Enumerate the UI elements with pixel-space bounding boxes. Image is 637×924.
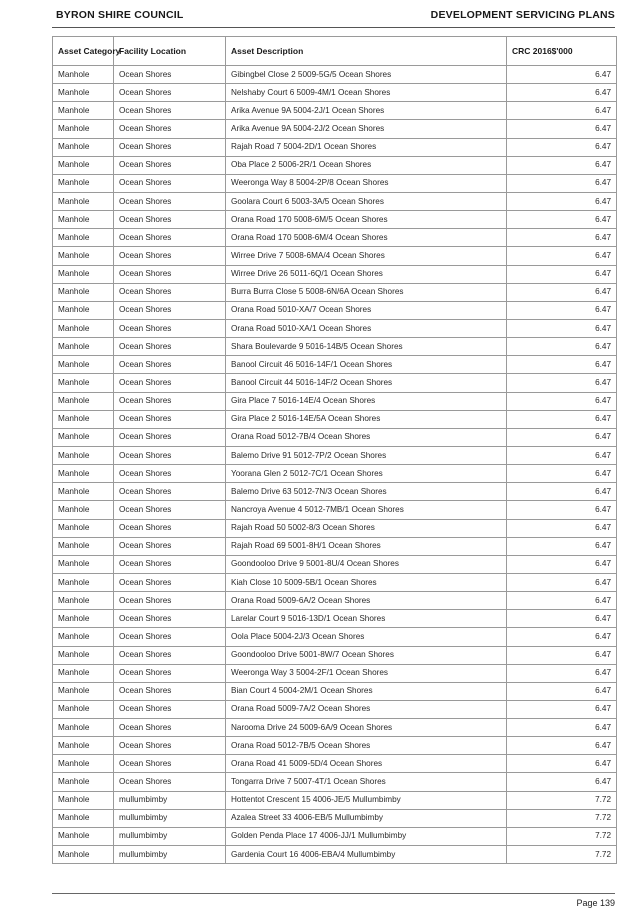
cell-crc: 6.47 xyxy=(507,737,617,755)
table-row xyxy=(53,283,617,301)
cell-facility-location: Ocean Shores xyxy=(114,428,226,446)
cell-crc: 6.47 xyxy=(507,537,617,555)
cell-asset-description: Shara Boulevarde 9 5016-14B/5 Ocean Shores xyxy=(226,338,507,356)
cell-facility-location: Ocean Shores xyxy=(114,247,226,265)
cell-asset-description: Arika Avenue 9A 5004-2J/2 Ocean Shores xyxy=(226,120,507,138)
cell-asset-description: Weeronga Way 3 5004-2F/1 Ocean Shores xyxy=(226,664,507,682)
table-row xyxy=(53,319,617,337)
cell-asset-description: Burra Burra Close 5 5008-6N/6A Ocean Shores xyxy=(226,283,507,301)
cell-crc: 6.47 xyxy=(507,519,617,537)
cell-asset-category: Manhole xyxy=(53,211,114,229)
cell-asset-category: Manhole xyxy=(53,737,114,755)
cell-asset-category: Manhole xyxy=(53,555,114,573)
cell-crc: 6.47 xyxy=(507,356,617,374)
cell-crc: 6.47 xyxy=(507,465,617,483)
cell-facility-location: mullumbimby xyxy=(114,809,226,827)
cell-facility-location: Ocean Shores xyxy=(114,519,226,537)
cell-asset-description: Larelar Court 9 5016-13D/1 Ocean Shores xyxy=(226,610,507,628)
cell-crc: 6.47 xyxy=(507,156,617,174)
table-row xyxy=(53,138,617,156)
cell-asset-description: Hottentot Crescent 15 4006-JE/5 Mullumbimby xyxy=(226,791,507,809)
col-header-asset-description: Asset Description xyxy=(226,37,507,66)
cell-crc: 6.47 xyxy=(507,374,617,392)
cell-facility-location: Ocean Shores xyxy=(114,592,226,610)
cell-facility-location: Ocean Shores xyxy=(114,211,226,229)
cell-asset-category: Manhole xyxy=(53,646,114,664)
cell-asset-category: Manhole xyxy=(53,138,114,156)
cell-facility-location: Ocean Shores xyxy=(114,265,226,283)
table-row xyxy=(53,846,617,864)
cell-facility-location: Ocean Shores xyxy=(114,610,226,628)
cell-crc: 7.72 xyxy=(507,846,617,864)
table-row xyxy=(53,755,617,773)
cell-asset-category: Manhole xyxy=(53,265,114,283)
cell-asset-description: Arika Avenue 9A 5004-2J/1 Ocean Shores xyxy=(226,102,507,120)
table-row xyxy=(53,229,617,247)
cell-asset-description: Orana Road 5012-7B/5 Ocean Shores xyxy=(226,737,507,755)
cell-asset-category: Manhole xyxy=(53,628,114,646)
cell-asset-category: Manhole xyxy=(53,465,114,483)
cell-facility-location: Ocean Shores xyxy=(114,465,226,483)
table-body xyxy=(53,66,617,864)
cell-crc: 6.47 xyxy=(507,319,617,337)
cell-crc: 6.47 xyxy=(507,555,617,573)
asset-table xyxy=(52,36,617,864)
table-row xyxy=(53,428,617,446)
cell-crc: 6.47 xyxy=(507,84,617,102)
cell-facility-location: mullumbimby xyxy=(114,827,226,845)
table-row xyxy=(53,628,617,646)
cell-asset-category: Manhole xyxy=(53,610,114,628)
cell-asset-description: Balemo Drive 63 5012-7N/3 Ocean Shores xyxy=(226,483,507,501)
cell-crc: 6.47 xyxy=(507,229,617,247)
cell-asset-category: Manhole xyxy=(53,700,114,718)
cell-asset-description: Goolara Court 6 5003-3A/5 Ocean Shores xyxy=(226,192,507,210)
cell-facility-location: Ocean Shores xyxy=(114,102,226,120)
table-row xyxy=(53,664,617,682)
table-row xyxy=(53,265,617,283)
cell-asset-category: Manhole xyxy=(53,755,114,773)
cell-crc: 6.47 xyxy=(507,283,617,301)
cell-crc: 6.47 xyxy=(507,773,617,791)
page-number: Page 139 xyxy=(576,898,615,908)
cell-crc: 6.47 xyxy=(507,265,617,283)
table-row xyxy=(53,392,617,410)
cell-asset-category: Manhole xyxy=(53,573,114,591)
cell-crc: 6.47 xyxy=(507,428,617,446)
cell-asset-description: Yoorana Glen 2 5012-7C/1 Ocean Shores xyxy=(226,465,507,483)
table-row xyxy=(53,719,617,737)
cell-crc: 6.47 xyxy=(507,719,617,737)
table-row xyxy=(53,537,617,555)
cell-asset-category: Manhole xyxy=(53,664,114,682)
cell-crc: 6.47 xyxy=(507,392,617,410)
cell-asset-description: Orana Road 5012-7B/4 Ocean Shores xyxy=(226,428,507,446)
cell-facility-location: Ocean Shores xyxy=(114,773,226,791)
col-header-facility-location: Facility Location xyxy=(114,37,226,66)
cell-crc: 6.47 xyxy=(507,483,617,501)
cell-asset-description: Kiah Close 10 5009-5B/1 Ocean Shores xyxy=(226,573,507,591)
cell-crc: 6.47 xyxy=(507,501,617,519)
cell-asset-category: Manhole xyxy=(53,773,114,791)
cell-facility-location: Ocean Shores xyxy=(114,410,226,428)
cell-asset-category: Manhole xyxy=(53,319,114,337)
cell-asset-description: Orana Road 170 5008-6M/4 Ocean Shores xyxy=(226,229,507,247)
cell-crc: 6.47 xyxy=(507,138,617,156)
cell-asset-description: Balemo Drive 91 5012-7P/2 Ocean Shores xyxy=(226,446,507,464)
table-row xyxy=(53,773,617,791)
cell-asset-category: Manhole xyxy=(53,301,114,319)
cell-asset-description: Gardenia Court 16 4006-EBA/4 Mullumbimby xyxy=(226,846,507,864)
cell-facility-location: Ocean Shores xyxy=(114,192,226,210)
cell-asset-category: Manhole xyxy=(53,156,114,174)
footer-divider xyxy=(52,893,615,894)
cell-asset-description: Azalea Street 33 4006-EB/5 Mullumbimby xyxy=(226,809,507,827)
cell-asset-category: Manhole xyxy=(53,247,114,265)
cell-crc: 6.47 xyxy=(507,664,617,682)
cell-crc: 6.47 xyxy=(507,211,617,229)
cell-facility-location: Ocean Shores xyxy=(114,374,226,392)
cell-asset-category: Manhole xyxy=(53,446,114,464)
cell-asset-description: Gibingbel Close 2 5009-5G/5 Ocean Shores xyxy=(226,66,507,84)
cell-facility-location: Ocean Shores xyxy=(114,719,226,737)
cell-asset-category: Manhole xyxy=(53,338,114,356)
cell-crc: 6.47 xyxy=(507,682,617,700)
cell-asset-category: Manhole xyxy=(53,483,114,501)
table-row xyxy=(53,682,617,700)
table-row xyxy=(53,211,617,229)
cell-crc: 6.47 xyxy=(507,102,617,120)
cell-asset-description: Orana Road 5009-7A/2 Ocean Shores xyxy=(226,700,507,718)
cell-asset-description: Orana Road 5009-6A/2 Ocean Shores xyxy=(226,592,507,610)
document-title: DEVELOPMENT SERVICING PLANS xyxy=(430,9,615,21)
cell-asset-description: Banool Circuit 44 5016-14F/2 Ocean Shores xyxy=(226,374,507,392)
table-row xyxy=(53,737,617,755)
cell-asset-description: Orana Road 170 5008-6M/5 Ocean Shores xyxy=(226,211,507,229)
cell-crc: 7.72 xyxy=(507,791,617,809)
cell-asset-description: Orana Road 5010-XA/1 Ocean Shores xyxy=(226,319,507,337)
cell-asset-description: Gira Place 7 5016-14E/4 Ocean Shores xyxy=(226,392,507,410)
table-row xyxy=(53,84,617,102)
table-row xyxy=(53,700,617,718)
cell-crc: 6.47 xyxy=(507,446,617,464)
cell-facility-location: Ocean Shores xyxy=(114,283,226,301)
table-row xyxy=(53,519,617,537)
cell-crc: 6.47 xyxy=(507,700,617,718)
cell-asset-description: Gira Place 2 5016-14E/5A Ocean Shores xyxy=(226,410,507,428)
cell-asset-category: Manhole xyxy=(53,192,114,210)
cell-asset-category: Manhole xyxy=(53,174,114,192)
cell-facility-location: Ocean Shores xyxy=(114,120,226,138)
cell-asset-description: Bian Court 4 5004-2M/1 Ocean Shores xyxy=(226,682,507,700)
table-row xyxy=(53,120,617,138)
cell-crc: 6.47 xyxy=(507,592,617,610)
cell-crc: 6.47 xyxy=(507,301,617,319)
cell-asset-category: Manhole xyxy=(53,84,114,102)
cell-asset-description: Rajah Road 7 5004-2D/1 Ocean Shores xyxy=(226,138,507,156)
table-row xyxy=(53,301,617,319)
cell-asset-category: Manhole xyxy=(53,120,114,138)
cell-facility-location: Ocean Shores xyxy=(114,664,226,682)
cell-asset-category: Manhole xyxy=(53,356,114,374)
col-header-asset-category: Asset Category xyxy=(53,37,114,66)
cell-facility-location: Ocean Shores xyxy=(114,646,226,664)
table-row xyxy=(53,791,617,809)
cell-asset-description: Wirree Drive 26 5011-6Q/1 Ocean Shores xyxy=(226,265,507,283)
table-row xyxy=(53,374,617,392)
cell-crc: 6.47 xyxy=(507,755,617,773)
cell-facility-location: Ocean Shores xyxy=(114,483,226,501)
cell-facility-location: Ocean Shores xyxy=(114,573,226,591)
table-row xyxy=(53,501,617,519)
cell-facility-location: Ocean Shores xyxy=(114,319,226,337)
cell-asset-description: Golden Penda Place 17 4006-JJ/1 Mullumbimby xyxy=(226,827,507,845)
cell-facility-location: Ocean Shores xyxy=(114,84,226,102)
cell-facility-location: Ocean Shores xyxy=(114,446,226,464)
table-row xyxy=(53,156,617,174)
cell-asset-category: Manhole xyxy=(53,410,114,428)
cell-crc: 6.47 xyxy=(507,646,617,664)
col-header-crc: CRC 2016$'000 xyxy=(507,37,617,66)
cell-asset-description: Orana Road 5010-XA/7 Ocean Shores xyxy=(226,301,507,319)
cell-crc: 7.72 xyxy=(507,827,617,845)
table-row xyxy=(53,555,617,573)
table-row xyxy=(53,410,617,428)
table-row xyxy=(53,465,617,483)
cell-asset-description: Oba Place 2 5006-2R/1 Ocean Shores xyxy=(226,156,507,174)
table-row xyxy=(53,66,617,84)
cell-facility-location: Ocean Shores xyxy=(114,555,226,573)
cell-asset-description: Weeronga Way 8 5004-2P/8 Ocean Shores xyxy=(226,174,507,192)
cell-asset-category: Manhole xyxy=(53,374,114,392)
cell-facility-location: Ocean Shores xyxy=(114,338,226,356)
cell-facility-location: Ocean Shores xyxy=(114,501,226,519)
cell-facility-location: Ocean Shores xyxy=(114,356,226,374)
cell-asset-description: Oola Place 5004-2J/3 Ocean Shores xyxy=(226,628,507,646)
cell-asset-category: Manhole xyxy=(53,537,114,555)
cell-crc: 6.47 xyxy=(507,174,617,192)
cell-asset-description: Nancroya Avenue 4 5012-7MB/1 Ocean Shores xyxy=(226,501,507,519)
cell-asset-description: Narooma Drive 24 5009-6A/9 Ocean Shores xyxy=(226,719,507,737)
cell-asset-category: Manhole xyxy=(53,791,114,809)
cell-asset-category: Manhole xyxy=(53,66,114,84)
cell-asset-category: Manhole xyxy=(53,229,114,247)
cell-crc: 6.47 xyxy=(507,573,617,591)
cell-asset-category: Manhole xyxy=(53,283,114,301)
cell-crc: 7.72 xyxy=(507,809,617,827)
cell-facility-location: Ocean Shores xyxy=(114,737,226,755)
table-row xyxy=(53,192,617,210)
table-row xyxy=(53,610,617,628)
cell-asset-description: Goondooloo Drive 5001-8W/7 Ocean Shores xyxy=(226,646,507,664)
cell-asset-category: Manhole xyxy=(53,809,114,827)
council-name: BYRON SHIRE COUNCIL xyxy=(56,9,184,21)
cell-facility-location: Ocean Shores xyxy=(114,755,226,773)
table-row xyxy=(53,356,617,374)
cell-asset-description: Nelshaby Court 6 5009-4M/1 Ocean Shores xyxy=(226,84,507,102)
cell-facility-location: Ocean Shores xyxy=(114,700,226,718)
cell-facility-location: Ocean Shores xyxy=(114,301,226,319)
cell-crc: 6.47 xyxy=(507,338,617,356)
table-row xyxy=(53,338,617,356)
cell-facility-location: Ocean Shores xyxy=(114,682,226,700)
cell-facility-location: Ocean Shores xyxy=(114,66,226,84)
cell-asset-category: Manhole xyxy=(53,682,114,700)
cell-asset-description: Wirree Drive 7 5008-6MA/4 Ocean Shores xyxy=(226,247,507,265)
table-row xyxy=(53,247,617,265)
header-divider xyxy=(52,27,615,28)
cell-asset-category: Manhole xyxy=(53,719,114,737)
table-row xyxy=(53,573,617,591)
cell-facility-location: mullumbimby xyxy=(114,846,226,864)
cell-facility-location: Ocean Shores xyxy=(114,174,226,192)
cell-crc: 6.47 xyxy=(507,120,617,138)
cell-asset-description: Rajah Road 50 5002-8/3 Ocean Shores xyxy=(226,519,507,537)
cell-facility-location: Ocean Shores xyxy=(114,138,226,156)
table-row xyxy=(53,102,617,120)
cell-facility-location: Ocean Shores xyxy=(114,628,226,646)
cell-facility-location: Ocean Shores xyxy=(114,537,226,555)
cell-asset-category: Manhole xyxy=(53,827,114,845)
cell-asset-category: Manhole xyxy=(53,501,114,519)
cell-asset-category: Manhole xyxy=(53,592,114,610)
table-row xyxy=(53,809,617,827)
table-row xyxy=(53,646,617,664)
cell-asset-description: Goondooloo Drive 9 5001-8U/4 Ocean Shores xyxy=(226,555,507,573)
table-row xyxy=(53,446,617,464)
table-row xyxy=(53,174,617,192)
cell-facility-location: mullumbimby xyxy=(114,791,226,809)
cell-asset-description: Orana Road 41 5009-5D/4 Ocean Shores xyxy=(226,755,507,773)
cell-crc: 6.47 xyxy=(507,66,617,84)
cell-asset-category: Manhole xyxy=(53,846,114,864)
cell-asset-description: Rajah Road 69 5001-8H/1 Ocean Shores xyxy=(226,537,507,555)
cell-crc: 6.47 xyxy=(507,192,617,210)
cell-facility-location: Ocean Shores xyxy=(114,392,226,410)
table-row xyxy=(53,827,617,845)
cell-crc: 6.47 xyxy=(507,410,617,428)
cell-crc: 6.47 xyxy=(507,628,617,646)
cell-asset-category: Manhole xyxy=(53,102,114,120)
cell-asset-category: Manhole xyxy=(53,428,114,446)
cell-asset-description: Banool Circuit 46 5016-14F/1 Ocean Shores xyxy=(226,356,507,374)
cell-crc: 6.47 xyxy=(507,610,617,628)
cell-facility-location: Ocean Shores xyxy=(114,229,226,247)
table-row xyxy=(53,483,617,501)
cell-facility-location: Ocean Shores xyxy=(114,156,226,174)
cell-asset-category: Manhole xyxy=(53,392,114,410)
cell-crc: 6.47 xyxy=(507,247,617,265)
table-header-row xyxy=(53,37,617,66)
table-row xyxy=(53,592,617,610)
cell-asset-description: Tongarra Drive 7 5007-4T/1 Ocean Shores xyxy=(226,773,507,791)
cell-asset-category: Manhole xyxy=(53,519,114,537)
